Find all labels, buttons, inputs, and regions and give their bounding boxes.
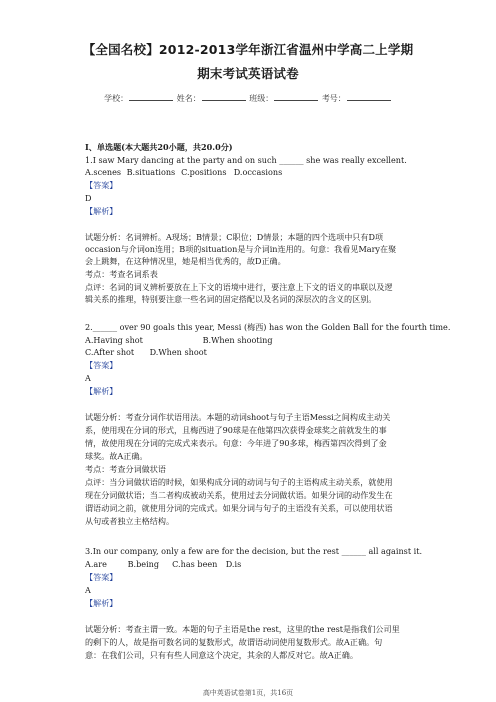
q1-stem: 1.I saw Mary dancing at the party and on such ______ she was really excellent. [85,155,407,165]
q3-option-d: D.is [225,559,242,569]
school-label: 学校： [104,94,129,103]
school-blank [129,94,173,101]
q3-analysis-line: 试题分析：考查主谓一致。本题的句子主语是the rest，这里的the rest是指我们公司里 [85,624,400,634]
q1-analysis-line: 试题分析：名词辨析。A现场；B情景；C职位；D情景；本题的四个选项中只有D项 [85,232,384,242]
q1-options [85,167,282,178]
name-blank [202,94,246,101]
q1-analysis-line: 考点：考查名词系表 [85,269,158,279]
q2-analysis-line: 球奖。故A正确。 [85,451,148,461]
q1-option-a: A.scenes [85,167,122,177]
doc-title-line2: 期末考试英语试卷 [197,66,299,81]
q2-analysis-tag: 【解析】 [85,386,118,396]
q2-stem: 2.______ over 90 goals this year, Messi (梅西) has won the Golden Ball for the fourth time. [85,322,451,332]
q2-analysis-line: 现在分词做状语；当二者构成被动关系，使用过去分词做状语。如果分词的动作发生在 [85,490,393,500]
q2-answer-tag: 【答案】 [85,360,118,370]
q1-analysis-line: 辑关系的推理，特别要注意一些名词的固定搭配以及名词的深层次的含义的区别。 [85,294,377,304]
q3-options [85,559,241,570]
q3-answer-tag: 【答案】 [85,572,118,582]
q2-option-b: B.When shooting [202,335,273,345]
q3-analysis-line: 的剩下的人，故是指可数名词的复数形式，故谓语动词使用复数形式。故A正确。句 [85,637,383,647]
q1-analysis-line: 点评：名词的词义辨析要放在上下文的语境中进行，要注意上下文的语义的串联以及逻 [85,282,393,292]
q3-analysis-line: 意：在我们公司，只有有些人同意这个决定，其余的人都反对它。故A正确。 [85,650,358,660]
q3-stem: 3.In our company, only a few are for the decision, but the rest ______ all against it. [85,546,423,556]
exam-no-blank [347,94,391,101]
page-footer: 高中英语试卷第1页，共16页 [202,689,294,697]
q2-analysis-line: 谓语动词之前，就使用分词的完成式。如果分词与句子的主语没有关系，可以使用状语 [85,503,393,513]
q2-option-a: A.Having shot [85,335,143,345]
q2-analysis-line: 系，使用现在分词的形式，且梅西进了90球是在他第四次获得金球奖之前就发生的事 [85,425,387,435]
section-heading: I、单选题(本大题共20小题，共20.0分) [85,142,233,152]
q3-option-c: C.has been [172,559,218,569]
q2-analysis-line: 试题分析：考查分词作状语用法。本题的动词shoot与句子主语Messi之间构成主动关 [85,412,391,422]
student-info-line [0,93,496,104]
q2-analysis-line: 考点：考查分词做状语 [85,464,166,474]
q2-option-c: C.After shot [85,347,135,357]
q1-analysis-line: 会上跳舞，在这种情况里，她是相当优秀的，故D正确。 [85,256,286,266]
q3-option-b: B.being [127,559,160,569]
exam-no-label: 考号： [321,94,346,103]
q1-option-b: B.situations [126,167,176,177]
class-blank [274,94,318,101]
doc-title-line1: 【全国名校】2012-2013学年浙江省温州中学高二上学期 [82,42,414,57]
q1-analysis-tag: 【解析】 [85,206,118,216]
q1-answer: D [85,193,92,203]
q3-option-a: A.are [85,559,107,569]
q2-options-row2 [85,347,207,358]
q2-analysis-line: 情，故使用现在分词的完成式来表示。句意：今年进了90多球，梅西第四次得到了金 [85,438,387,448]
q2-answer: A [85,373,91,383]
q2-analysis-line: 点评：当分词做状语的时候，如果构成分词的动词与句子的主语构成主动关系，就使用 [85,477,393,487]
class-label: 班级： [249,94,274,103]
q1-option-c: C.positions [181,167,227,177]
q2-analysis-line: 从句或者独立主格结构。 [85,516,175,526]
q2-option-d: D.When shoot [149,347,207,357]
q1-answer-tag: 【答案】 [85,180,118,190]
q1-option-d: D.occasions [233,167,283,177]
name-label: 姓名： [176,94,201,103]
q1-analysis-line: occasion与介词on连用；B项的situation是与介词in连用的。句意：我看见Mary在聚 [85,244,397,254]
q3-analysis-tag: 【解析】 [85,598,118,608]
q3-answer: A [85,585,91,595]
q2-options-row1 [85,335,273,346]
